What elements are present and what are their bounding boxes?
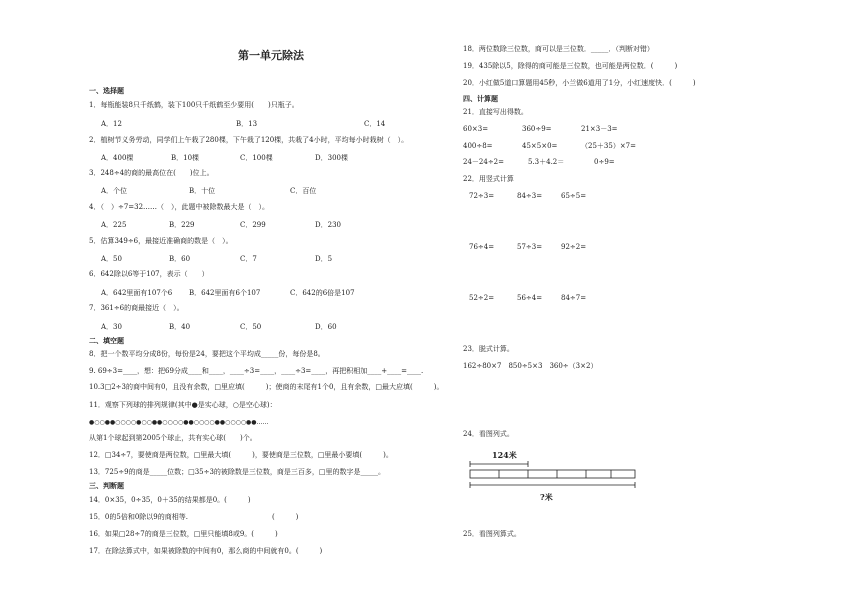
vertical-calc-1-2: 84÷3= [517,192,543,200]
segment-diagram [465,455,645,505]
ball-sequence: ●○○●●○○○○●○○●●○○○○●●○○○○●●○○○○●●…… [89,419,269,426]
question-3: 3．248÷4的商的最高位在( )位上。 [89,169,214,177]
question-10: 10.3□2÷3的商中间有0，且没有余数，□里应填( )；使商的末尾有1个0，且有余数，□最大应填( )。 [89,383,444,391]
q4-option-a: A．225 [101,221,127,229]
question-11-b: 从第1个球起到第2005个球止，共有实心球( )个。 [89,434,257,442]
segment-bottom-label: ?米 [540,492,553,502]
question-2: 2．植树节义务劳动，同学们上午栽了280棵，下午栽了120棵，共栽了4小时，平均每小时栽树（ ）。 [89,136,409,144]
q2-option-d: D．300棵 [315,154,348,162]
oral-calc-2-2: 45×5×0= [522,142,558,150]
oral-calc-3-3: 0÷9= [594,158,615,166]
question-25: 25．看图列算式。 [463,530,521,538]
q5-option-c: C．7 [240,255,257,263]
vertical-calc-2-3: 92÷2= [561,243,587,251]
oral-calc-1-2: 360÷9= [522,125,552,133]
page-title: 第一单元除法 [238,49,304,62]
question-14: 14．0×35，0÷35，0＋35的结果都是0。( ) [89,496,251,504]
question-6: 6．642除以6等于107，表示（ ） [89,270,209,278]
vertical-calc-1-3: 65÷5= [561,192,587,200]
question-23: 23．脱式计算。 [463,345,514,353]
question-22: 22．用竖式计算 [463,175,514,183]
vertical-calc-3-3: 84÷7= [561,294,587,302]
q4-option-d: D．230 [315,221,341,229]
question-19: 19．435除以5，除得的商可能是三位数，也可能是两位数．( ) [463,62,678,70]
q2-option-b: B．10棵 [171,154,200,162]
oral-calc-1-1: 60×3= [463,125,489,133]
q7-option-a: A．30 [101,323,122,331]
q3-option-a: A．个位 [101,187,128,195]
question-13: 13．725÷9的商是_____位数；□35÷3的被除数是三位数，商是三百多，□里的数字是_____。 [89,468,386,476]
section-fill: 二、填空题 [89,336,124,345]
q3-option-c: C．百位 [290,187,317,195]
q1-option-a: A．12 [101,120,122,128]
q2-option-a: A．400棵 [101,154,134,162]
oral-calc-3-1: 24－24÷2= [463,158,504,166]
q1-option-c: C．14 [364,120,386,128]
segment-top-label: 124米 [492,450,517,460]
question-9: 9. 69÷3=____，想：把69分成____和____，____÷3=____，____÷3=____，再把积相加____+____=____. [89,367,424,375]
vertical-calc-1-1: 72÷3= [469,192,495,200]
q6-option-c: C．642的6倍是107 [290,289,355,297]
section-choice: 一、选择题 [89,86,124,95]
q4-option-c: C．299 [240,221,266,229]
question-1: 1．每瓶能装8只千纸鹤，装下100只千纸鹤至少要用( )只瓶子。 [89,101,299,109]
question-5: 5．估算349÷6，最接近准确商的数是（ ）。 [89,237,233,245]
question-21: 21．直接写出得数。 [463,108,528,116]
question-8: 8．把一个数平均分成8份，每份是24，要把这个平均成_____份，每份是8。 [89,350,325,358]
oral-calc-2-1: 400÷8= [463,142,493,150]
question-15: 15．0的5倍和0除以9的商相等. ( ) [89,513,299,521]
step-calc-row: 162÷80×7 850÷5×3 360÷（3×2） [463,362,598,370]
question-20: 20．小红做5道口算题用45秒，小兰做6道用了1分，小红速度快．( ) [463,79,696,87]
q5-option-d: D．5 [315,255,333,263]
q1-option-b: B．13 [236,120,258,128]
question-7: 7．361÷6的商最接近（ ）。 [89,304,184,312]
q6-option-a: A．642里面有107个6 [101,289,173,297]
q4-option-b: B．229 [169,221,195,229]
vertical-calc-3-2: 56÷4= [517,294,543,302]
q5-option-a: A．50 [101,255,122,263]
question-16: 16．如果□28÷7的商是三位数，□里只能填8或9。( ) [89,530,278,538]
vertical-calc-3-1: 52÷2= [469,294,495,302]
section-calc: 四、计算题 [463,94,498,103]
question-11: 11．观察下列球的排列规律(其中●是实心球，○是空心球)： [89,401,277,409]
question-24: 24．看图列式。 [463,430,514,438]
q7-option-d: D．60 [315,323,337,331]
question-18: 18．两位数除三位数，商可以是三位数．_____．（判断对错） [463,45,654,53]
q5-option-b: B．60 [169,255,191,263]
question-17: 17．在除法算式中，如果被除数的中间有0，那么商的中间就有0。( ) [89,547,323,555]
q7-option-c: C．50 [240,323,262,331]
q2-option-c: C．100棵 [240,154,273,162]
q7-option-b: B．40 [169,323,191,331]
oral-calc-3-2: 5.3＋4.2＝ [528,158,565,166]
vertical-calc-2-2: 57÷3= [517,243,543,251]
q3-option-b: B．十位 [189,187,216,195]
oral-calc-1-3: 21×3－3= [581,125,618,133]
q6-option-b: B．642里面有6个107 [189,289,261,297]
question-4: 4．（ ）÷7=32……（ ），此题中被除数最大是（ ）。 [89,203,270,211]
oral-calc-2-3: （25＋35）×7= [581,142,636,150]
vertical-calc-2-1: 76÷4= [469,243,495,251]
section-judge: 三、判断题 [89,481,124,490]
question-12: 12．□34÷7，要使商是两位数，□里最大填( )，要使商是三位数，□里最小要填( )。 [89,451,393,459]
